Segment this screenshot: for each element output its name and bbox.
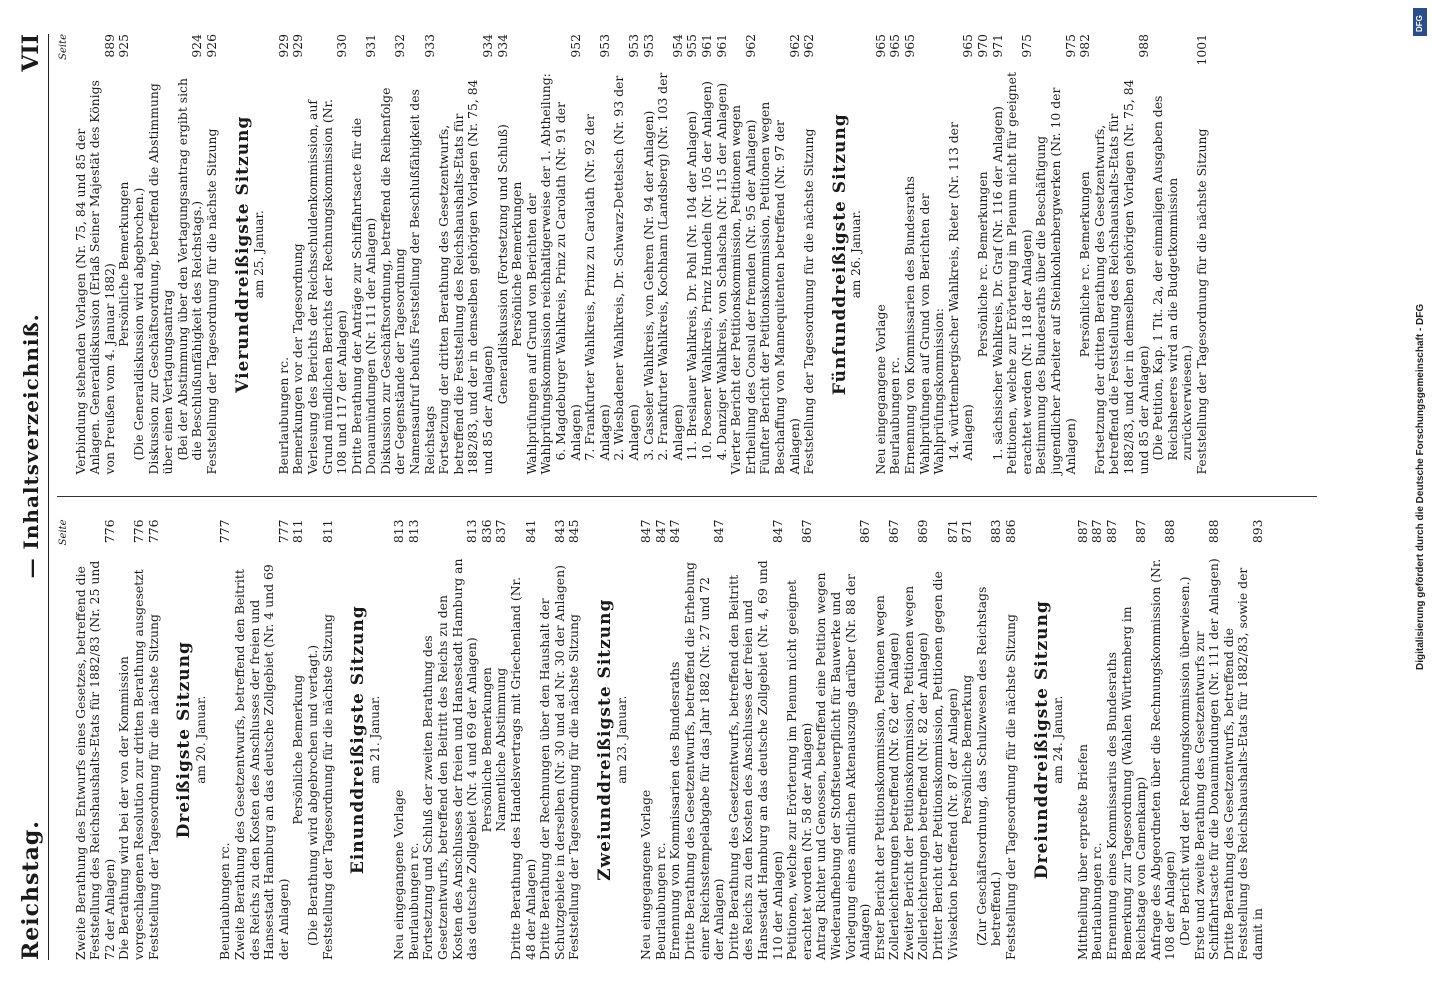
toc-entry-page: 962 — [786, 34, 802, 58]
toc-entry-text: Beurlaubungen rc. — [1089, 842, 1105, 960]
toc-entry-page: 847 — [711, 519, 727, 544]
toc-entry — [1005, 34, 1034, 475]
toc-entry — [583, 34, 612, 475]
toc-entry — [74, 520, 118, 961]
toc-entry-text: Verbindung stehenden Vorlagen (Nr. 75, 84 und 85 der Anlagen. Generaldiskussion (Erlaß Seiner Majestät des Königs von Preußen vom 4. Januar 1882) — [72, 80, 117, 475]
session-title: Dreißigste Sitzung — [174, 641, 195, 839]
toc-entry-page: 962 — [801, 34, 817, 58]
toc-entry — [888, 34, 903, 475]
toc-entry-text: (Bei der Abstimmung über den Vertagungsantrag ergibt sich die Beschlußunfähigkeit des Reichstags.) — [174, 78, 205, 461]
toc-entry — [306, 34, 350, 475]
toc-entry-text: Neu eingegangene Vorlage — [391, 789, 407, 960]
toc-entry-text: Die Berathung wird bei der von der Kommission vorgeschlagenen Resolution zur dritten Berathung ausgesetzt — [116, 569, 146, 960]
toc-entry-page: 929 — [290, 34, 306, 58]
toc-entry — [785, 520, 814, 961]
dfg-logo — [1413, 8, 1427, 36]
toc-entry-text: Fortsetzung der dritten Berathung des Gesetzentwurfs, betreffend die Feststellung des Reichshaushalts-Etats für 1882/83, und der in demselben gehörigen Vorlagen (Nr. 75, 84 und 85 der Anlagen) — [1091, 79, 1151, 475]
toc-entry-text: Beurlaubungen rc. — [275, 356, 291, 475]
toc-entry — [147, 34, 176, 475]
toc-entry-text: Persönliche Bemerkung — [290, 674, 306, 825]
toc-entry — [176, 34, 205, 475]
toc-entry — [291, 34, 306, 475]
toc-entry-page: 886 — [1003, 519, 1019, 544]
running-head-center: — Inhaltsverzeichniß. — [19, 313, 43, 579]
toc-entry — [960, 520, 975, 961]
toc-entry-text: 2. Frankfurter Wahlkreis, Kochhann (Landsberg) (Nr. 103 der Anlagen) — [655, 72, 685, 461]
toc-entry-page: 776 — [130, 519, 146, 544]
toc-entry-text: Dritte Berathung der Anträge zur Schiffahrtsacte für die Donaumündungen (Nr. 111 der Anlagen) — [348, 117, 379, 475]
toc-entry — [727, 520, 785, 961]
toc-entry-text: Feststellung der Tagesordnung für die nächste Sitzung — [1003, 614, 1019, 960]
toc-column-right — [57, 34, 1317, 475]
running-head — [18, 34, 49, 960]
toc-entry-text: Beurlaubungen rc. — [652, 842, 668, 960]
toc-entry — [233, 520, 291, 961]
toc-entry-text: Feststellung der Tagesordnung für die nächste Sitzung — [801, 128, 817, 475]
session-date: am 25. Januar. — [252, 210, 267, 299]
toc-entry-page: 933 — [421, 34, 437, 58]
toc-entry-text: Persönliche Bemerkung — [959, 674, 975, 825]
toc-entry-text: Zweiter Bericht der Petitionskommission, Petitionen wegen Zollerleichterungen betreffend (Nr. 82 der Anlagen) — [900, 585, 931, 960]
toc-entry-page: 971 — [989, 34, 1005, 58]
toc-entry-page: 931 — [363, 34, 379, 58]
toc-entry-page: 776 — [101, 519, 117, 544]
toc-entry — [902, 520, 931, 961]
toc-entry-text: Neu eingegangene Vorlage — [872, 304, 888, 475]
toc-columns — [57, 34, 1317, 960]
toc-entry-page: 1001 — [1193, 34, 1209, 66]
toc-entry — [642, 34, 657, 475]
toc-entry-text: Petitionen, welche zur Erörterung im Plenum nicht geeignet erachtet worden (Nr. 58 der Anlagen) — [784, 579, 814, 960]
toc-entry — [205, 34, 220, 475]
running-head-left: Reichstag. — [18, 820, 44, 960]
toc-entry — [392, 520, 407, 961]
toc-entry-page: 932 — [392, 34, 408, 58]
toc-entry — [683, 520, 727, 961]
toc-entry-page: 970 — [975, 34, 991, 58]
toc-entry-text: Antrag Richter und Genossen, betreffend eine Petition wegen Wiederaufhebung der Stoffsteuerpflicht für Bauwerke und Vorlegung eines amtlichen Aktenauszugs darüber (Nr. 88 der Anlagen) — [813, 572, 873, 960]
toc-entry — [147, 520, 162, 961]
toc-entry-page: 777 — [275, 519, 291, 544]
session-date: am 23. Januar. — [614, 695, 629, 784]
toc-entry-text: Dritte Berathung des Gesetzentwurfs, betreffend die Feststellung des Reichshaushalts-Etats für 1882/83, sowie der damit in — [1220, 567, 1265, 960]
toc-entry — [1178, 520, 1193, 961]
toc-entry-text: (Zur Geschäftsordnung, das Schulzwesen des Reichstags betreffend.) — [973, 586, 1004, 946]
session-title: Zweiunddreißigste Sitzung — [595, 598, 615, 881]
toc-entry — [379, 34, 408, 475]
toc-entry — [408, 34, 437, 475]
toc-entry — [1149, 520, 1178, 961]
toc-entry-text: Anfrage des Abgeordneten über die Rechnungskommission (Nr. 108 der Anlagen) — [1147, 558, 1178, 960]
toc-entry-text: Feststellung der Tagesordnung für die nächste Sitzung — [566, 614, 582, 960]
digitization-note-text: Digitalisierung gefördert durch die Deutsche Forschungsgemeinschaft - DFG — [1415, 303, 1426, 670]
toc-entry-page: 777 — [217, 519, 233, 544]
toc-entry-page: 811 — [290, 519, 306, 544]
toc-entry — [700, 34, 715, 475]
seite-label: Seite — [58, 34, 69, 60]
session-title: Dreiunddreißigste Sitzung — [1031, 600, 1052, 880]
toc-entry-page: 847 — [652, 519, 668, 544]
toc-entry-page: 988 — [1135, 34, 1151, 58]
toc-entry-text: Persönliche Bemerkungen — [478, 667, 494, 833]
toc-entry-page: 954 — [669, 34, 685, 58]
toc-entry — [1090, 520, 1105, 961]
toc-entry — [1076, 520, 1091, 961]
toc-entry — [407, 520, 422, 961]
session-title: Vierunddreißigste Sitzung — [232, 115, 253, 393]
toc-entry-page: 930 — [334, 34, 350, 58]
toc-entry — [802, 34, 817, 475]
toc-entry-text: Namentliche Abstimmung — [493, 667, 509, 832]
seite-label: Seite — [58, 519, 69, 546]
toc-entry-page: 887 — [1133, 519, 1149, 544]
toc-entry-text: Fortsetzung der dritten Berathung des Gesetzentwurfs, betreffend die Feststellung des Reichshaushalts-Etats für 1882/83, und der in demselben gehörigen Vorlagen (Nr. 75, 84 und 85 der Anlagen) — [436, 79, 496, 475]
toc-entry-page: 887 — [1089, 519, 1105, 544]
session-date: am 24. Januar. — [1051, 695, 1066, 784]
toc-entry — [567, 520, 582, 961]
session-date: am 26. Januar. — [849, 210, 864, 299]
toc-entry — [715, 34, 730, 475]
toc-entry-page: 847 — [667, 519, 683, 544]
toc-entry-text: Bestimmung des Bundesraths über die Beschäftigung jugendlicher Arbeiter auf Steinkohlenbergwerken (Nr. 10 der Anlagen) — [1033, 87, 1078, 475]
toc-entry — [1004, 520, 1019, 961]
toc-entry-page: 962 — [742, 34, 758, 58]
toc-entry — [903, 34, 918, 475]
toc-entry-page: 847 — [769, 519, 785, 544]
toc-entry — [1120, 520, 1149, 961]
toc-entry — [554, 34, 583, 475]
toc-entry-page: 813 — [464, 519, 480, 544]
toc-entry-page: 975 — [1018, 34, 1034, 58]
toc-entry-page: 887 — [1074, 519, 1090, 544]
toc-entry-text: (Der Bericht wird der Rechnungskommission überwiesen.) — [1176, 576, 1192, 946]
toc-entry-text: Fünfter Bericht der Petitionskommission, Petitionen wegen Beschaffung von Mannequitenten betreffend (Nr. 97 der Anlagen) — [757, 101, 802, 475]
toc-entry — [612, 34, 641, 475]
toc-entry — [1093, 34, 1151, 475]
toc-entry — [814, 520, 872, 961]
toc-entry-page: 867 — [886, 519, 902, 544]
toc-entry-text: Feststellung der Tagesordnung für die nächste Sitzung — [1193, 128, 1209, 475]
session-title: Einunddreißigste Sitzung — [348, 605, 369, 875]
toc-entry — [976, 34, 991, 475]
toc-entry-text: Zweite Berathung des Entwurfs eines Gesetzes, betreffend die Feststellung des Reichshaushalts-Etats für 1882/83 (Nr. 25 und 72 der Anlagen) — [72, 560, 117, 960]
toc-entry-text: 14. württembergischer Wahlkreis, Rieter (Nr. 113 der Anlagen) — [945, 122, 976, 461]
toc-entry — [421, 520, 479, 961]
toc-entry-page: 867 — [857, 519, 873, 544]
toc-entry-text: Feststellung der Tagesordnung für die nächste Sitzung — [203, 128, 219, 475]
toc-entry-page: 836 — [478, 519, 494, 544]
page-number: VII — [18, 34, 44, 72]
toc-entry-text: Zweite Berathung des Gesetzentwurfs, betreffend den Beitritt des Reichs zu den Kosten des Anschlusses der freien und Hansestadt Hamburg an das deutsche Zollgebiet (Nr. 4 und 69 der Anlagen) — [231, 564, 291, 960]
toc-entry-page: 869 — [915, 519, 931, 544]
toc-entry — [729, 34, 758, 475]
toc-entry-text: Neu eingegangene Vorlage — [638, 789, 654, 960]
toc-entry-page: 924 — [189, 34, 205, 58]
toc-entry-text: Dritte Berathung des Gesetzentwurfs, betreffend die Erhebung einer Reichsstempelabgabe für das Jahr 1882 (Nr. 27 und 72 der Anlagen) — [681, 562, 727, 960]
toc-entry — [350, 34, 379, 475]
toc-entry-page: 961 — [698, 34, 714, 58]
toc-entry-page: 843 — [551, 519, 567, 544]
toc-entry-page: 953 — [596, 34, 612, 58]
toc-entry — [639, 520, 654, 961]
dfg-logo-text: DFG — [1415, 15, 1424, 32]
toc-entry-text: Persönliche rc. Bemerkungen — [1077, 171, 1093, 358]
toc-entry-text: 10. Posener Wahlkreis, Prinz Hundeln (Nr. 105 der Anlagen) — [698, 80, 714, 461]
toc-entry-text: Ernennung von Kommissarien des Bundesraths — [902, 176, 918, 475]
digitization-note — [1411, 10, 1432, 990]
toc-entry — [525, 34, 554, 475]
toc-entry-text: Erster Bericht der Petitionskommission, Petitionen wegen Zollerleichterungen betreffend (Nr. 62 der Anlagen) — [871, 595, 902, 960]
toc-entry-text: Diskussion zur Geschäftsordnung, betreffend die Reihenfolge der Gegenstände der Tagesordnung — [377, 87, 408, 475]
toc-entry — [494, 520, 509, 961]
toc-entry-text: Ernennung von Kommissarien des Bundesraths — [667, 661, 683, 960]
toc-entry-text: Namensaufruf behufs Feststellung der Beschlußfähigkeit des Reichstags — [407, 89, 437, 475]
toc-entry — [975, 520, 1004, 961]
toc-entry-text: (Die Generaldiskussion wird abgebrochen.) — [130, 187, 146, 461]
toc-entry-text: Persönliche rc. Bemerkungen — [975, 171, 991, 358]
toc-entry-page: 871 — [959, 519, 975, 544]
toc-entry — [306, 520, 321, 961]
toc-entry — [538, 520, 567, 961]
toc-entry — [873, 520, 902, 961]
toc-entry-text: Feststellung der Tagesordnung für die nächste Sitzung — [145, 614, 161, 960]
toc-entry — [1078, 34, 1093, 475]
toc-entry-text: (Die Petition, Kap. 1 Tit. 2a, der einmaligen Ausgaben des Reichsheeres wird an die Budgetkommission zurückverwiesen.) — [1150, 95, 1195, 461]
toc-entry — [277, 34, 292, 475]
toc-entry-page: 952 — [567, 34, 583, 58]
toc-entry-text: Dritter Bericht der Petitionskommission, Petitionen gegen die Vivisektion betreffend (Nr. 87 der Anlagen) — [930, 571, 960, 960]
toc-entry-text: (Die Berathung wird abgebrochen und vertagt.) — [304, 644, 320, 946]
toc-entry-page: 841 — [522, 519, 538, 544]
toc-entry-page: 965 — [887, 34, 903, 58]
toc-entry-text: Beurlaubungen rc. — [405, 842, 421, 960]
toc-entry — [291, 520, 306, 961]
toc-entry — [947, 34, 976, 475]
toc-entry-text: 6. Magdeburger Wahlkreis, Prinz zu Carolath (Nr. 91 der Anlagen) — [553, 101, 583, 461]
toc-entry-text: Mittheilung über erpreßte Briefen — [1074, 744, 1090, 960]
toc-entry-page: 965 — [902, 34, 918, 58]
toc-entry-page: 953 — [625, 34, 641, 58]
toc-entry — [218, 520, 233, 961]
toc-entry-page: 961 — [713, 34, 729, 58]
toc-entry-text: Dritte Berathung des Handelsvertrags mit Griechenland (Nr. 48 der Anlagen) — [508, 576, 538, 960]
toc-entry-page: 888 — [1162, 519, 1178, 544]
toc-entry-page: 934 — [480, 34, 496, 58]
toc-entry — [874, 34, 889, 475]
toc-entry-text: Bemerkungen vor der Tagesordnung — [290, 243, 306, 475]
toc-entry-text: 3. Casseler Wahlkreis, von Gehren (Nr. 94 der Anlagen) — [640, 110, 656, 461]
toc-entry-page: 871 — [944, 519, 960, 544]
toc-entry-text: Wahlprüfungen auf Grund von Berichten der Wahlprüfungskommission: — [916, 193, 947, 475]
toc-entry-text: Beurlaubungen rc. — [217, 842, 233, 960]
toc-entry-page: 883 — [988, 519, 1004, 544]
toc-entry-text: 2. Wiesbadener Wahlkreis, Dr. Schwarz-Dettelsch (Nr. 93 der Anlagen) — [611, 75, 641, 461]
toc-entry-page: 845 — [566, 519, 582, 544]
toc-entry-text: Erste und zweite Berathung des Gesetzentwurfs zur Schiffahrtsacte für die Donaumündungen (Nr. 111 der Anlagen) — [1191, 558, 1222, 960]
toc-entry-page: 975 — [1062, 34, 1078, 58]
toc-entry-page: 925 — [116, 34, 132, 58]
toc-column-left — [57, 520, 1317, 961]
toc-entry-page: 982 — [1077, 34, 1093, 58]
toc-entry-text: Beurlaubungen rc. — [887, 356, 903, 475]
toc-entry-page: 813 — [405, 519, 421, 544]
toc-entry-page: 889 — [101, 34, 117, 58]
toc-entry-text: 1. sächsischer Wahlkreis, Dr. Graf (Nr. 116 der Anlagen) — [989, 106, 1005, 461]
toc-entry-text: Petitionen, welche zur Erörterung im Plenum nicht für geeignet erachtet werden (Nr. 118 der Anlagen) — [1004, 72, 1034, 475]
toc-entry — [321, 520, 336, 961]
toc-entry — [509, 520, 538, 961]
toc-entry — [1195, 34, 1210, 475]
toc-entry — [74, 34, 118, 475]
toc-entry-text: Ernennung eines Kommissarius des Bundesraths — [1104, 652, 1119, 960]
toc-entry-page: 893 — [1249, 519, 1265, 544]
toc-entry-page: 965 — [872, 34, 888, 58]
toc-entry — [1222, 520, 1266, 961]
toc-entry-text: Dritte Berathung der Rechnungen über den Haushalt der Schutzgebiete in derselben (Nr. 30 und ad Nr. 30 der Anlagen) — [537, 565, 567, 960]
session-date: am 20. Januar. — [193, 695, 208, 784]
toc-entry-text: 7. Frankfurter Wahlkreis, Prinz zu Carolath (Nr. 92 der Anlagen) — [582, 114, 612, 461]
toc-entry-page: 813 — [391, 519, 407, 544]
toc-entry — [656, 34, 685, 475]
toc-entry — [918, 34, 947, 475]
session-date: am 21. Januar. — [367, 695, 382, 784]
toc-entry-page: 847 — [638, 519, 654, 544]
toc-entry — [437, 34, 495, 475]
toc-entry-page: 888 — [1206, 519, 1222, 544]
toc-entry — [1193, 520, 1222, 961]
toc-entry-text: Persönliche Bemerkungen — [116, 181, 132, 347]
toc-entry — [117, 34, 132, 475]
toc-entry-page: 811 — [319, 519, 335, 544]
toc-entry-text: Verlesung des Berichts der Reichsschuldenkommission, auf Grund mündlichen Berichts der Rechnungskommission (Nr. 108 und 117 der Anlagen) — [304, 98, 350, 475]
toc-entry — [654, 520, 669, 961]
toc-entry — [480, 520, 495, 961]
toc-entry-text: 4. Danziger Wahlkreis, von Schalscha (Nr. 115 der Anlagen) — [713, 82, 729, 461]
toc-entry — [132, 34, 147, 475]
toc-entry — [496, 34, 511, 475]
column-divider — [57, 497, 1317, 498]
toc-entry — [117, 520, 146, 961]
toc-entry — [1105, 520, 1120, 961]
session-title: Fünfunddreißigste Sitzung — [829, 113, 850, 396]
toc-entry-text: Bemerkung zur Tagesordnung (Wahlen Württemberg im Reichstage von Camenkamp) — [1118, 606, 1149, 960]
toc-entry-text: Generaldiskussion (Fortsetzung und Schluß) — [494, 124, 510, 405]
toc-entry-page: 837 — [493, 519, 509, 544]
toc-entry-text: Dritte Berathung des Gesetzentwurfs, betreffend den Beitritt des Reichs zu den Kosten des Anschlusses der freien und Hansestadt Hamburg an das deutsche Zollgebiet (Nr. 4, 69 und 110 der Anlagen) — [725, 560, 785, 960]
toc-entry-text: Vierter Bericht der Petitionskommission, Petitionen wegen Ertheilung des Consul der fremden (Nr. 95 der Anlagen) — [728, 104, 758, 475]
toc-entry-page: 887 — [1104, 519, 1119, 544]
toc-entry-text: Diskussion zur Geschäftsordnung, betreffend die Abstimmung über einen Vertagungsantrag — [145, 83, 176, 475]
toc-entry-page: 955 — [684, 34, 700, 58]
toc-entry-page: 776 — [145, 519, 161, 544]
toc-entry-text: Feststellung der Tagesordnung für die nächste Sitzung — [319, 614, 335, 960]
toc-entry-page: 965 — [960, 34, 976, 58]
toc-entry-text: Wahlprüfungen auf Grund von Berichten der Wahlprüfungskommission reichhaltigerweise der 1. Abtheilung: — [523, 73, 554, 475]
toc-entry — [758, 34, 802, 475]
toc-entry — [1151, 34, 1195, 475]
toc-entry — [931, 520, 960, 961]
toc-entry — [1034, 34, 1078, 475]
toc-entry — [668, 520, 683, 961]
toc-entry-text: Fortsetzung und Schluß der zweiten Berathung des Gesetzentwurfs, betreffend den Beitritt des Reichs zu den Kosten des Anschlusses der freien und Hansestadt Hamburg an das deutsche Zollgebiet (Nr. 4 und 69 der Anlagen) — [420, 558, 480, 960]
toc-entry — [685, 34, 700, 475]
toc-entry-page: 934 — [494, 34, 510, 58]
toc-entry-text: 11. Breslauer Wahlkreis, Dr. Pohl (Nr. 104 der Anlagen) — [684, 110, 700, 461]
toc-entry-page: 926 — [203, 34, 219, 58]
toc-entry-page: 953 — [640, 34, 656, 58]
toc-entry-text: Persönliche Bemerkungen — [509, 181, 525, 347]
toc-entry-page: 929 — [275, 34, 291, 58]
toc-entry — [991, 34, 1006, 475]
toc-entry-page: 867 — [798, 519, 814, 544]
toc-entry — [510, 34, 525, 475]
